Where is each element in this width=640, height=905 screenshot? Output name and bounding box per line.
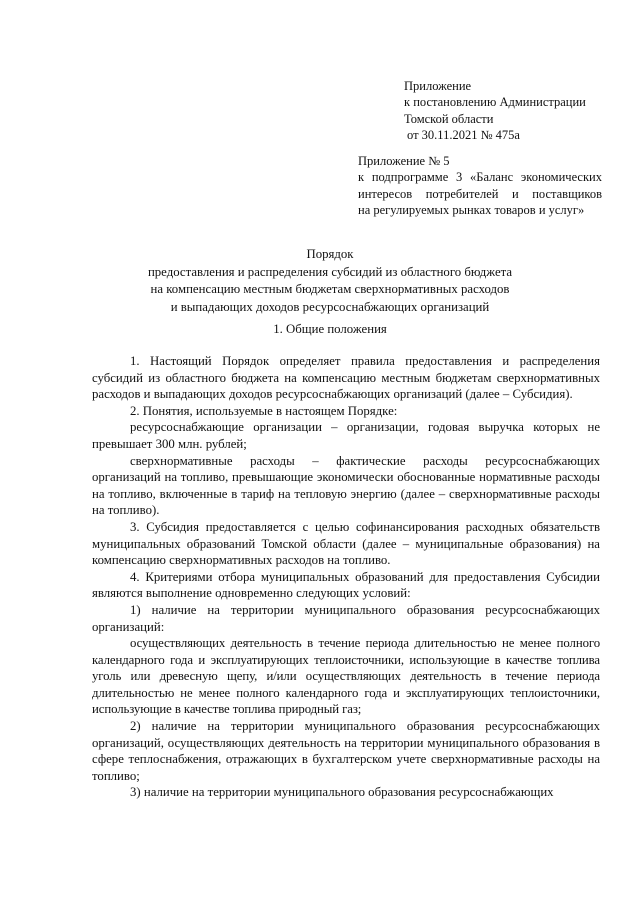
paragraph: 4. Критериями отбора муниципальных образований для предоставления Субсидии являются выполнение одновременно следующих условий: bbox=[92, 569, 600, 601]
annex-sub-line: на регулируемых рынках товаров и услуг» bbox=[358, 202, 585, 217]
paragraph: сверхнормативные расходы – фактические расходы ресурсоснабжающих организаций на топливо, превышающие экономически обоснованные нормативные расходы на топливо, включенные в тариф на тепловую энергию (далее – сверхнормативные расходы на топливо). bbox=[92, 453, 600, 518]
document-title bbox=[118, 246, 542, 316]
annex-sub-line: интересов потребителей и поставщиков bbox=[358, 186, 602, 201]
annex-main-block bbox=[404, 78, 604, 143]
paragraph: 2. Понятия, используемые в настоящем Порядке: bbox=[130, 403, 398, 418]
annex-sub-block bbox=[358, 153, 602, 218]
paragraph: ресурсоснабжающие организации – организации, годовая выручка которых не превышает 300 млн. рублей; bbox=[92, 420, 600, 451]
title-line: на компенсацию местным бюджетам сверхнормативных расходов bbox=[150, 282, 510, 296]
annex-main-line: Приложение bbox=[404, 79, 472, 93]
annex-main-date-line: от 30.11.2021 № 475а bbox=[407, 127, 520, 142]
title-line: Порядок bbox=[306, 247, 354, 261]
title-line: и выпадающих доходов ресурсоснабжающих организаций bbox=[170, 299, 490, 314]
annex-main-line: к постановлению Администрации bbox=[404, 95, 586, 110]
paragraph: 3) наличие на территории муниципального образования ресурсоснабжающих bbox=[130, 785, 554, 800]
section-heading: 1. Общие положения bbox=[273, 322, 387, 336]
paragraph: 3. Субсидия предоставляется с целью софинансирования расходных обязательств муниципальных образований Томской области (далее – муниципальные образования) на компенсацию сверхнормативных расходов на топливо. bbox=[92, 519, 600, 568]
document-body bbox=[92, 353, 600, 801]
paragraph: 2) наличие на территории муниципального образования ресурсоснабжающих организаций, осуществляющих деятельность на территории муниципального образования в сфере теплоснабжения, отражающих в бухгалтерском учете сверхнормативные расходы на топливо; bbox=[92, 719, 600, 783]
annex-sub-line: к подпрограмме 3 «Баланс экономических bbox=[358, 170, 602, 185]
title-line: предоставления и распределения субсидий из областного бюджета bbox=[147, 264, 513, 279]
annex-sub-line: Приложение № 5 bbox=[358, 154, 450, 168]
paragraph: 1. Настоящий Порядок определяет правила предоставления и распределения субсидий из областного бюджета на компенсацию местным бюджетам сверхнормативных расходов и выпадающих доходов ресурсоснабжающих организаций (далее – Субсидия). bbox=[92, 354, 600, 402]
annex-main-line: Томской области bbox=[404, 111, 494, 126]
paragraph: осуществляющих деятельность в течение периода длительностью не менее полного календарного года и эксплуатирующих теплоисточники, использующие в качестве топлива уголь или древесную щепу, и/или осуществляющих деятельность в течение периода длительностью не менее полного календарного года и эксплуатирующих теплоисточники, использующие в качестве топлива природный газ; bbox=[92, 636, 600, 717]
paragraph: 1) наличие на территории муниципального образования ресурсоснабжающих организаций: bbox=[92, 602, 600, 634]
